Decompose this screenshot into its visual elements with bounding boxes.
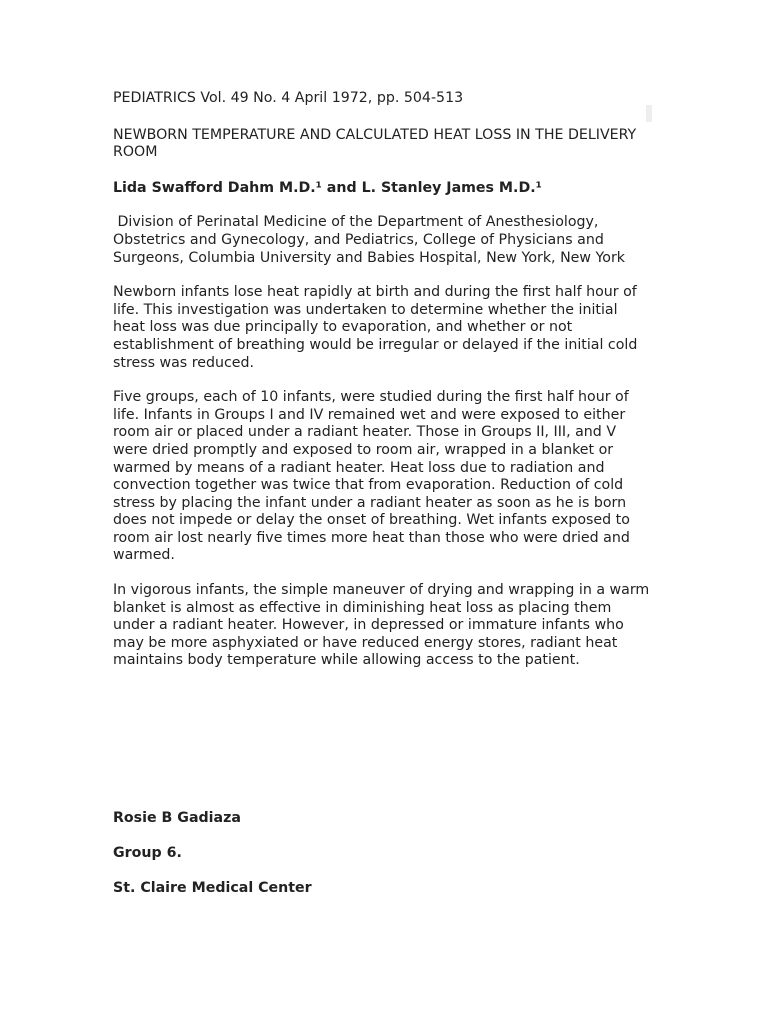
journal-citation: PEDIATRICS Vol. 49 No. 4 April 1972, pp. 504-513: [113, 90, 464, 106]
article-authors: Lida Swafford Dahm M.D.¹ and L. Stanley James M.D.¹: [113, 179, 542, 196]
article-title: NEWBORN TEMPERATURE AND CALCULATED HEAT LOSS IN THE DELIVERY ROOM: [113, 126, 637, 161]
document-body: [113, 90, 653, 687]
author-affiliation: Division of Perinatal Medicine of the Department of Anesthesiology, Obstetrics and Gynecology, and Pediatrics, College of Physicians and Surgeons, Columbia University and Babies Hospital, New York, New York: [113, 214, 626, 266]
signature-name: Rosie B Gadiaza: [113, 810, 241, 826]
abstract-paragraph: Five groups, each of 10 infants, were studied during the first half hour of life. Infants in Groups I and IV remained wet and were exposed to either room air or placed under a radiant heater. Those in Groups II, III, and V were dried promptly and exposed to room air, wrapped in a blanket or warmed by means of a radiant heater. Heat loss due to radiation and convection together was twice that from evaporation. Reduction of cold stress by placing the infant under a radiant heater as soon as he is born does not impede or delay the onset of breathing. Wet infants exposed to room air lost nearly five times more heat than those who were dried and warmed.: [113, 389, 630, 564]
signature-center: St. Claire Medical Center: [113, 880, 312, 896]
abstract-paragraph: In vigorous infants, the simple maneuver of drying and wrapping in a warm blanket is almost as effective in diminishing heat loss as placing them under a radiant heater. However, in depressed or immature infants who may be more asphyxiated or have reduced energy stores, radiant heat maintains body temperature while allowing access to the patient.: [113, 582, 650, 669]
signature-group: Group 6.: [113, 845, 182, 861]
abstract-paragraph: Newborn infants lose heat rapidly at birth and during the first half hour of life. This investigation was undertaken to determine whether the initial heat loss was due principally to evaporation, and whether or not establishment of breathing would be irregular or delayed if the initial cold stress was reduced.: [113, 284, 638, 371]
